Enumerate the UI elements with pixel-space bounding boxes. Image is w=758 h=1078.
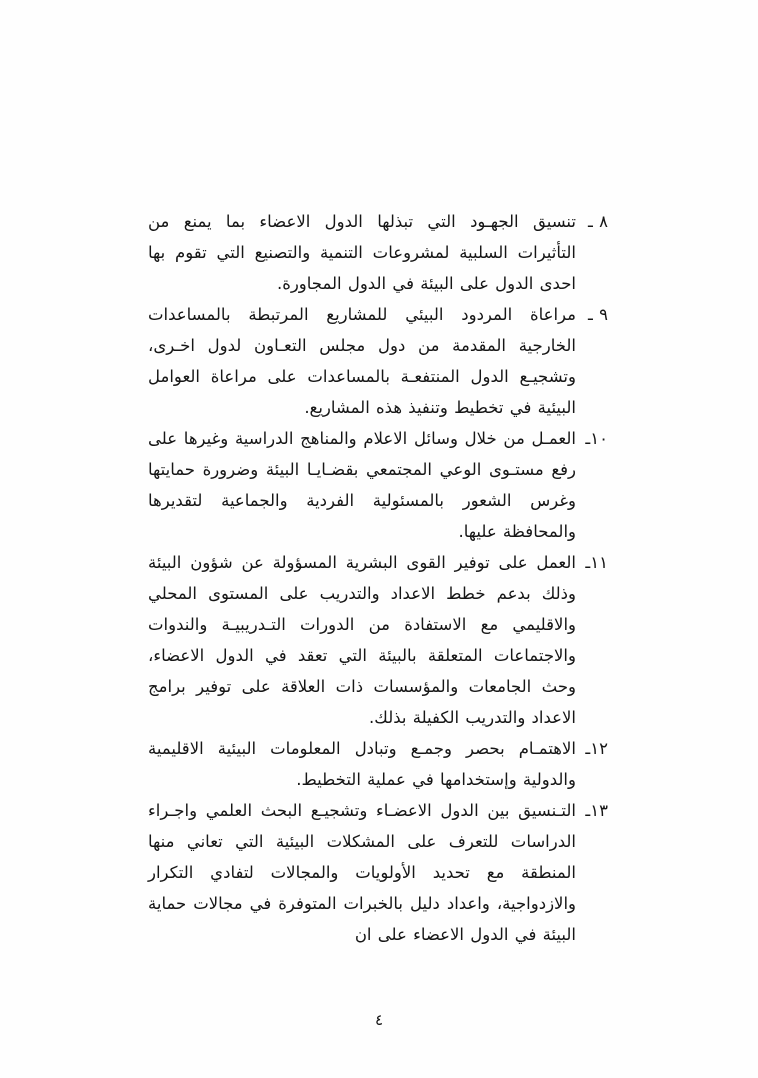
page-number: ٤ (374, 1011, 384, 1029)
item-text: التـنسيق بين الدول الاعضـاء وتشجيـع البحث العلمي واجـراء الدراسات للتعرف على المشكلات البيئية التي تعاني منها المنطقة مع تحديد الأولويات والمجالات لتفادي التكرار والازدواجية، واعداد دليل بالخبرات المتوفرة في مجالات حماية البيئة في الدول الاعضاء على ان (148, 801, 576, 944)
item-text: تنسيق الجهـود التي تبذلها الدول الاعضاء بما يمنع من التأثيرات السلبية لمشروعات التنمية والتصنيع التي تقوم بها احدى الدول على البيئة في الدول المجاورة. (148, 212, 576, 293)
item-text: العمل على توفير القوى البشرية المسؤولة عن شؤون البيئة وذلك بدعم خطط الاعداد والتدريب على المستوى المحلي والاقليمي مع الاستفادة من الدورات التـدريبيـة والندوات والاجتماعات المتعلقة بالبيئة التي تعقد في الدول الاعضاء، وحث الجامعات والمؤسسات ذات العلاقة على توفير برامج الاعداد والتدريب الكفيلة بذلك. (148, 553, 576, 727)
item-number: ٨ ـ (588, 212, 608, 231)
item-text: مراعاة المردود البيئي للمشاريع المرتبطة بالمساعدات الخارجية المقدمة من دول مجلس التعـاون لدول اخـرى، وتشجيـع الدول المنتفعـة بالمساعدات على مراعاة العوامل البيئية في تخطيط وتنفيذ هذه المشاريع. (148, 305, 576, 417)
list-item-clause-10 (148, 423, 608, 547)
item-text: الاهتمـام بحصر وجمـع وتبادل المعلومات البيئية الاقليمية والدولية وإستخدامها في عملية التخطيط. (148, 739, 576, 789)
list-item-clause-13 (148, 795, 608, 950)
body-text-block (148, 206, 608, 950)
item-text: العمـل من خلال وسائل الاعلام والمناهج الدراسية وغيرها على رفع مستـوى الوعي المجتمعي بقضـايـا البيئة وضرورة حمايتها وغرس الشعور بالمسئولية الفردية والجماعية لتقديرها والمحافظة عليها. (148, 429, 576, 541)
item-number: ١١ـ (585, 553, 608, 572)
item-number: ٩ ـ (588, 305, 608, 324)
list-item-clause-11 (148, 547, 608, 733)
item-number: ١٣ـ (585, 801, 608, 820)
list-item-clause-12 (148, 733, 608, 795)
list-item-clause-8 (148, 206, 608, 299)
item-number: ١٢ـ (585, 739, 608, 758)
list-item-clause-9 (148, 299, 608, 423)
item-number: ١٠ـ (585, 429, 608, 448)
